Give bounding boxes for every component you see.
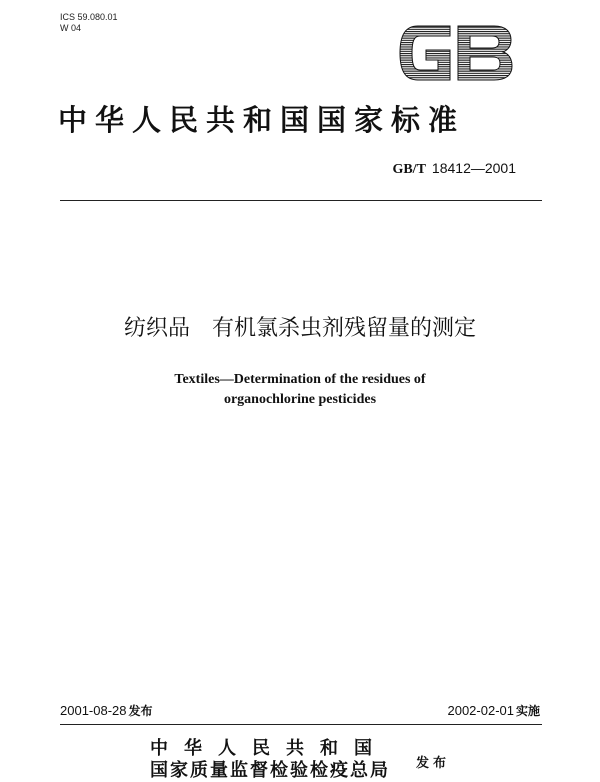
standard-code: 18412—2001 bbox=[431, 160, 516, 176]
ics-code: ICS 59.080.01 bbox=[60, 12, 118, 22]
gb-logo bbox=[398, 20, 514, 86]
top-divider bbox=[60, 200, 542, 201]
english-title-line1: Textiles—Determination of the residues of bbox=[174, 372, 426, 387]
issue-date bbox=[60, 702, 153, 719]
english-title bbox=[0, 370, 600, 410]
implementation-date-value: 2002-02-01 bbox=[447, 703, 514, 718]
issue-date-label: 发布 bbox=[128, 704, 153, 718]
implementation-date-label: 实施 bbox=[515, 704, 540, 718]
chinese-title-part1: 纺织品 bbox=[123, 316, 190, 341]
english-title-line2: organochlorine pesticides bbox=[223, 392, 377, 407]
standard-prefix: GB/T bbox=[392, 162, 426, 177]
implementation-date bbox=[447, 702, 540, 719]
publish-label: 发布 bbox=[416, 756, 451, 771]
ccs-code: W 04 bbox=[60, 23, 82, 33]
chinese-title bbox=[0, 312, 600, 346]
bottom-divider bbox=[60, 724, 542, 725]
issuer-line1: 中华人民共和国 bbox=[150, 738, 388, 759]
issuer-line2: 国家质量监督检验检疫总局 bbox=[150, 760, 390, 781]
chinese-title-part2: 有机氯杀虫剂残留量的测定 bbox=[212, 316, 477, 341]
classification-codes bbox=[60, 12, 118, 34]
standard-number bbox=[392, 160, 516, 178]
issue-date-value: 2001-08-28 bbox=[60, 703, 127, 718]
standard-category-title: 中华人民共和国国家标准 bbox=[58, 103, 466, 137]
